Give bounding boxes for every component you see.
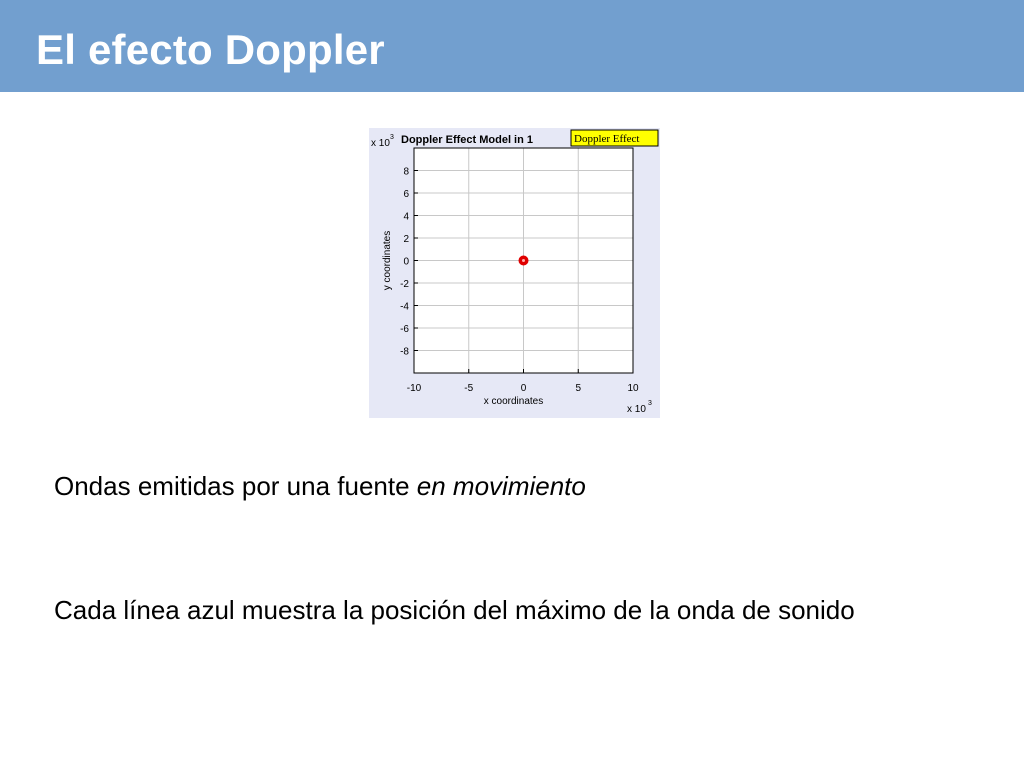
doppler-chart bbox=[369, 128, 660, 418]
y-tick-label: -6 bbox=[400, 324, 409, 335]
doppler-figure bbox=[369, 128, 660, 418]
chart-title: Doppler Effect Model in 1 bbox=[401, 134, 534, 146]
paragraph-blue-lines: Cada línea azul muestra la posición del máximo de la onda de sonido bbox=[54, 595, 855, 625]
x-tick-label: 5 bbox=[575, 383, 582, 394]
title-bar bbox=[0, 0, 1024, 92]
x-multiplier-exponent: 3 bbox=[648, 400, 652, 407]
y-tick-label: 2 bbox=[403, 234, 409, 245]
paragraph-waves-emitted-italic: en movimiento bbox=[416, 471, 586, 501]
y-multiplier: x 10 bbox=[371, 138, 390, 149]
legend-label: Doppler Effect bbox=[574, 133, 640, 145]
y-multiplier-exponent: 3 bbox=[390, 134, 394, 141]
y-axis-label: y coordinates bbox=[382, 230, 393, 291]
paragraph-waves-emitted-normal: Ondas emitidas por una fuente bbox=[54, 471, 417, 501]
x-tick-label: -5 bbox=[464, 383, 474, 394]
paragraph-waves-emitted bbox=[54, 469, 954, 503]
y-tick-label: 8 bbox=[403, 166, 409, 178]
y-tick-label: 6 bbox=[403, 189, 409, 200]
source-point-highlight bbox=[522, 259, 525, 262]
y-tick-label: -8 bbox=[400, 346, 409, 358]
y-tick-label: 4 bbox=[403, 211, 409, 223]
y-tick-label: -4 bbox=[400, 301, 409, 313]
y-tick-label: -2 bbox=[400, 279, 409, 290]
x-tick-label: 10 bbox=[627, 383, 639, 394]
x-tick-label: -10 bbox=[406, 383, 422, 394]
x-tick-label: 0 bbox=[520, 383, 527, 394]
x-multiplier: x 10 bbox=[627, 404, 646, 415]
slide-title: El efecto Doppler bbox=[36, 26, 385, 73]
y-tick-label: 0 bbox=[403, 256, 409, 268]
x-axis-label: x coordinates bbox=[483, 396, 544, 407]
